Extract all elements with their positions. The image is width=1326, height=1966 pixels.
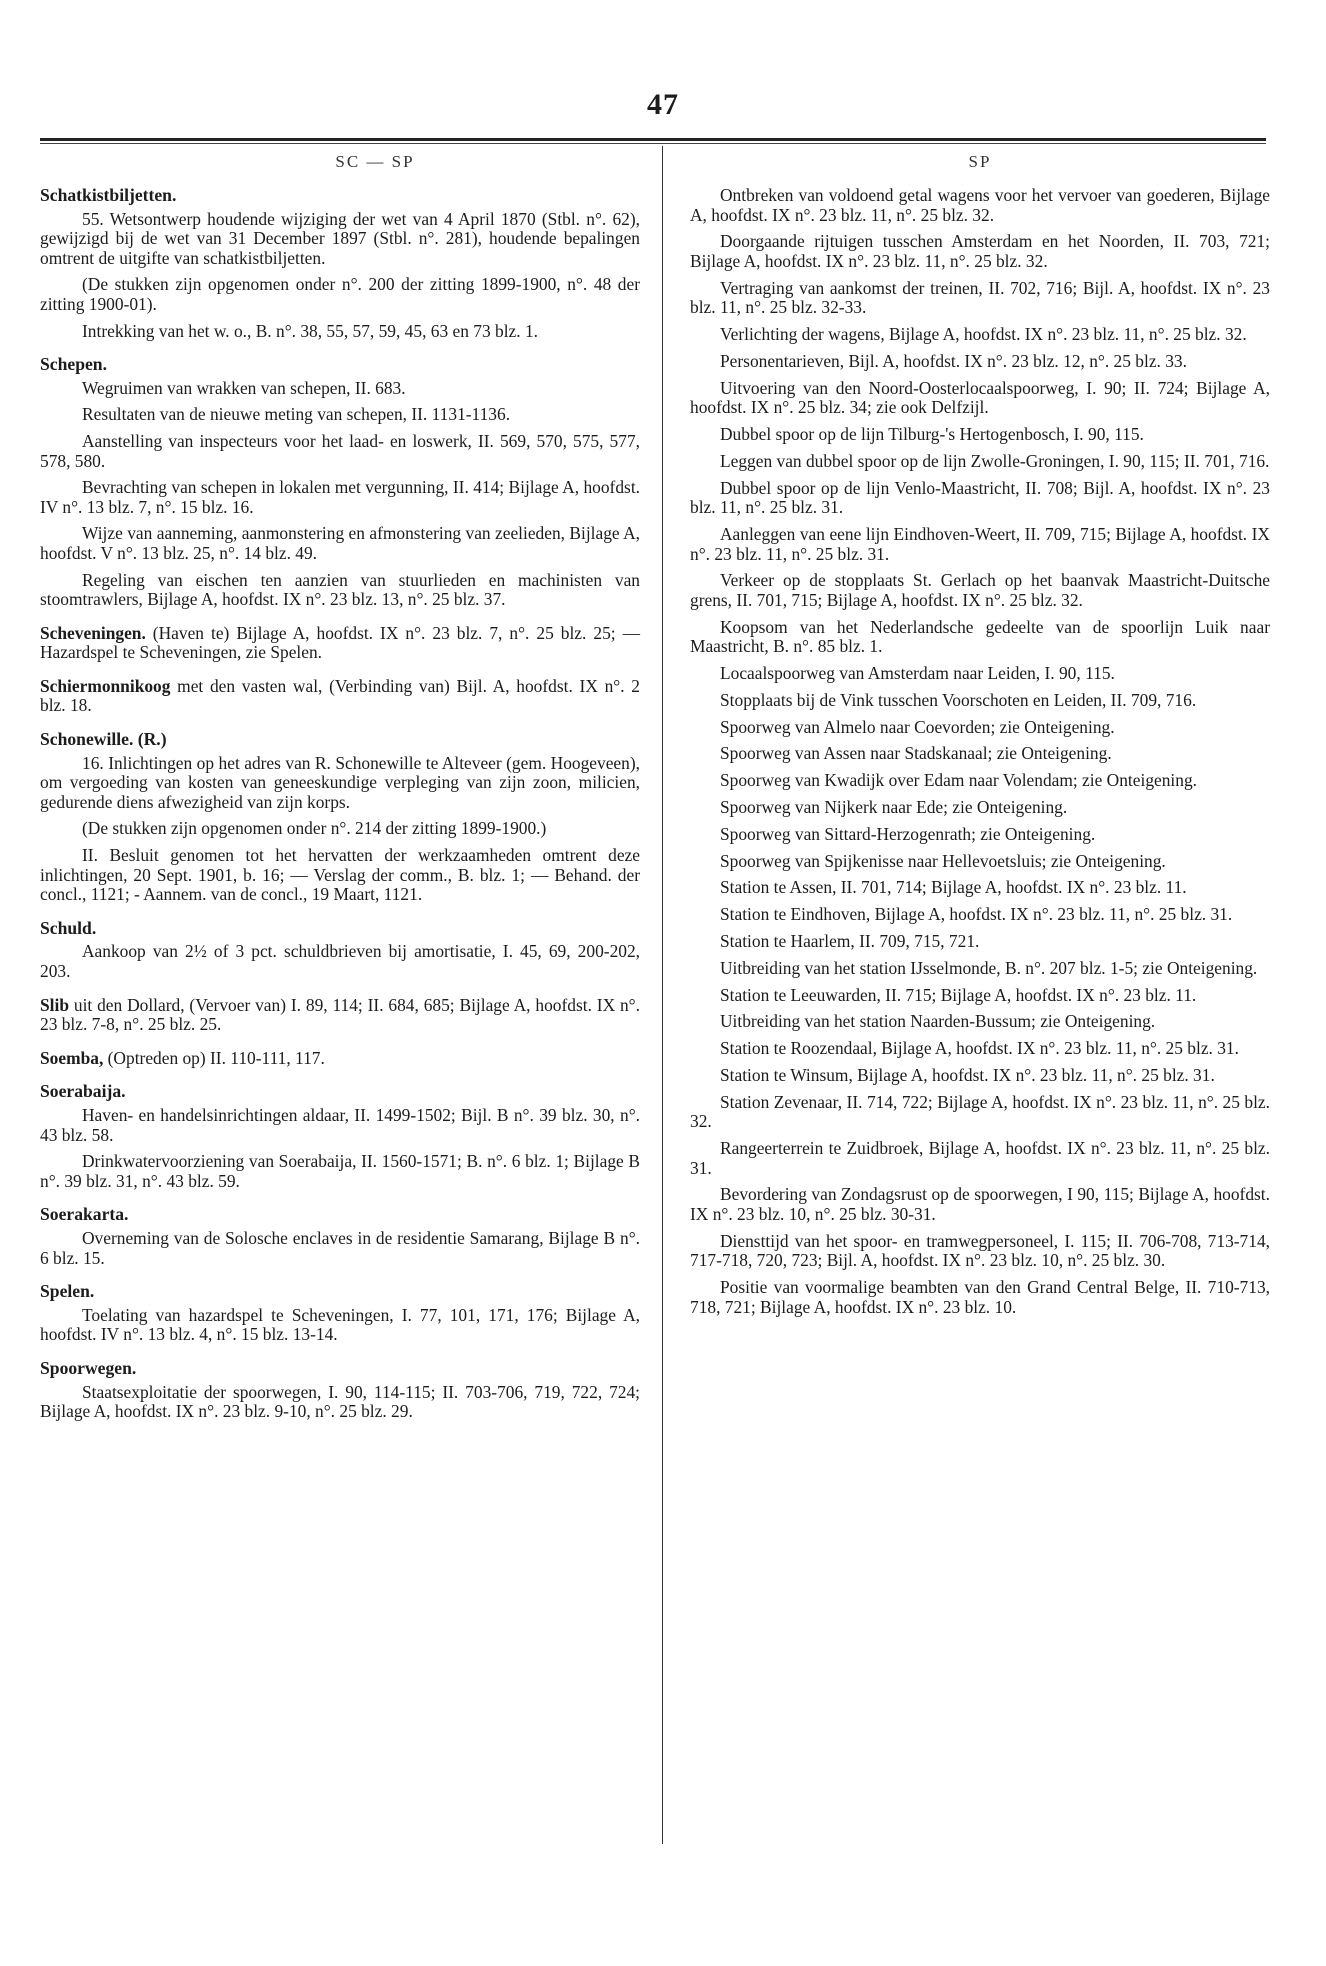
- entry-paragraph: Uitbreiding van het station Naarden-Bussum; zie Onteigening.: [720, 1011, 1156, 1032]
- inline-entry-schiermonnikoog: [40, 677, 640, 716]
- entry-paragraph: Personentarieven, Bijl. A, hoofdst. IX n°. 23 blz. 12, n°. 25 blz. 33.: [720, 350, 1187, 371]
- entry-paragraph: Spoorweg van Assen naar Stadskanaal; zie Onteigening.: [720, 743, 1112, 764]
- entry-paragraph: Bevrachting van schepen in lokalen met vergunning, II. 414; Bijlage A, hoofdst. IV n°. 13 blz. 7, n°. 15 blz. 16.: [40, 477, 640, 517]
- entry-paragraph: Station te Assen, II. 701, 714; Bijlage A, hoofdst. IX n°. 23 blz. 11.: [720, 877, 1187, 898]
- entry-paragraph: Station te Leeuwarden, II. 715; Bijlage A, hoofdst. IX n°. 23 blz. 11.: [720, 984, 1197, 1005]
- entry-paragraph: Koopsom van het Nederlandsche gedeelte van de spoorlijn Luik naar Maastricht, B. n°. 85 blz. 1.: [690, 616, 1270, 657]
- entry-paragraph: Uitbreiding van het station IJsselmonde, B. n°. 207 blz. 1-5; zie Onteigening.: [720, 957, 1258, 978]
- entry-paragraph: Uitvoering van den Noord-Oosterlocaalspoorweg, I. 90; II. 724; Bijlage A, hoofdst. IX n°. 25 blz. 34; zie ook Delfzijl.: [690, 377, 1270, 418]
- inline-entry-text: met den vasten wal, (Verbinding van) Bijl. A, hoofdst. IX n°. 2 blz. 18.: [40, 675, 640, 716]
- entry-paragraph: Drinkwatervoorziening van Soerabaija, II. 1560-1571; B. n°. 6 blz. 1; Bijlage B n°. 39 blz. 31, n°. 43 blz. 59.: [40, 1151, 640, 1191]
- entry-paragraph: Aanleggen van eene lijn Eindhoven-Weert, II. 709, 715; Bijlage A, hoofdst. IX n°. 23 blz. 11, n°. 25 blz. 31.: [690, 524, 1270, 564]
- header-rule-thin: [40, 143, 1266, 144]
- entry-paragraph: (De stukken zijn opgenomen onder n°. 214 der zitting 1899-1900.): [82, 818, 547, 839]
- inline-heading: Scheveningen.: [40, 622, 146, 643]
- section-heading: Schonewille. (R.): [40, 729, 167, 750]
- entry-paragraph: Regeling van eischen ten aanzien van stuurlieden en machinisten van stoomtrawlers, Bijlage A, hoofdst. IX n°. 23 blz. 13, n°. 25 blz. 37.: [40, 569, 640, 610]
- entry-paragraph: Station te Eindhoven, Bijlage A, hoofdst. IX n°. 23 blz. 11, n°. 25 blz. 31.: [720, 904, 1233, 925]
- entry-paragraph: II. Besluit genomen tot het hervatten der werkzaamheden omtrent deze inlichtingen, 20 Sept. 1901, b. 16; — Verslag der comm., B. blz. 1; — Behand. der concl., 1121; - Aannem. van de concl., 19 Maart, 1121.: [40, 845, 640, 905]
- entry-paragraph: Resultaten van de nieuwe meting van schepen, II. 1131-1136.: [82, 404, 511, 425]
- section-heading: Spelen.: [40, 1281, 95, 1302]
- entry-paragraph: Wegruimen van wrakken van schepen, II. 683.: [82, 377, 406, 398]
- inline-heading: Slib: [40, 994, 70, 1015]
- entry-paragraph: Station te Winsum, Bijlage A, hoofdst. IX n°. 23 blz. 11, n°. 25 blz. 31.: [720, 1064, 1215, 1085]
- entry-paragraph: Station Zevenaar, II. 714, 722; Bijlage A, hoofdst. IX n°. 23 blz. 11, n°. 25 blz. 32.: [690, 1091, 1270, 1132]
- entry-paragraph: Staatsexploitatie der spoorwegen, I. 90, 114-115; II. 703-706, 719, 722, 724; Bijlage A, hoofdst. IX n°. 23 blz. 9-10, n°. 25 blz. 29.: [40, 1381, 640, 1422]
- column-divider: [662, 146, 663, 1844]
- inline-entry-scheveningen: [40, 624, 640, 663]
- entry-paragraph: (De stukken zijn opgenomen onder n°. 200 der zitting 1899-1900, n°. 48 der zitting 1900-01).: [40, 274, 640, 314]
- entry-paragraph: Bevordering van Zondagsrust op de spoorwegen, I 90, 115; Bijlage A, hoofdst. IX n°. 23 blz. 10, n°. 25 blz. 30-31.: [690, 1184, 1270, 1224]
- page-number: 47: [647, 88, 679, 121]
- entry-paragraph: Overneming van de Solosche enclaves in de residentie Samarang, Bijlage B n°. 6 blz. 15.: [40, 1227, 640, 1268]
- entry-paragraph: Station te Roozendaal, Bijlage A, hoofdst. IX n°. 23 blz. 11, n°. 25 blz. 31.: [720, 1038, 1239, 1059]
- entry-paragraph: Positie van voormalige beambten van den Grand Central Belge, II. 710-713, 718, 721; Bijlage A, hoofdst. IX n°. 23 blz. 10.: [690, 1277, 1270, 1317]
- entry-paragraph: Locaalspoorweg van Amsterdam naar Leiden, I. 90, 115.: [720, 663, 1115, 684]
- section-heading: Schuld.: [40, 917, 97, 938]
- entry-paragraph: Spoorweg van Kwadijk over Edam naar Volendam; zie Onteigening.: [720, 770, 1197, 791]
- entry-paragraph: Haven- en handelsinrichtingen aldaar, II. 1499-1502; Bijl. B n°. 39 blz. 30, n°. 43 blz. 58.: [40, 1104, 640, 1145]
- entry-paragraph: Wijze van aanneming, aanmonstering en afmonstering van zeelieden, Bijlage A, hoofdst. V n°. 13 blz. 25, n°. 14 blz. 49.: [40, 523, 640, 563]
- header-rule: [40, 138, 1266, 141]
- entry-paragraph: Ontbreken van voldoend getal wagens voor het vervoer van goederen, Bijlage A, hoofdst. IX n°. 23 blz. 11, n°. 25 blz. 32.: [690, 185, 1270, 225]
- entry-paragraph: Station te Haarlem, II. 709, 715, 721.: [720, 930, 980, 951]
- entry-paragraph: Spoorweg van Nijkerk naar Ede; zie Onteigening.: [720, 797, 1068, 818]
- section-heading: Schepen.: [40, 354, 107, 375]
- entry-paragraph: Spoorweg van Almelo naar Coevorden; zie Onteigening.: [720, 716, 1115, 737]
- entry-paragraph: Verkeer op de stopplaats St. Gerlach op het baanvak Maastricht-Duitsche grens, II. 701, 715; Bijlage A, hoofdst. IX n°. 25 blz. 32.: [690, 570, 1270, 610]
- entry-paragraph: Leggen van dubbel spoor op de lijn Zwolle-Groningen, I. 90, 115; II. 701, 716.: [720, 450, 1270, 471]
- inline-heading: Soemba,: [40, 1047, 104, 1068]
- section-heading: Soerakarta.: [40, 1204, 129, 1225]
- entry-paragraph: Spoorweg van Sittard-Herzogenrath; zie Onteigening.: [720, 823, 1096, 844]
- entry-paragraph: Spoorweg van Spijkenisse naar Hellevoetsluis; zie Onteigening.: [720, 850, 1166, 871]
- left-column-header: SC — SP: [335, 152, 415, 171]
- entry-paragraph: Diensttijd van het spoor- en tramwegpersoneel, I. 115; II. 706-708, 713-714, 717-718, 720, 723; Bijl. A, hoofdst. IX n°. 23 blz. 10, n°. 25 blz. 30.: [690, 1230, 1270, 1271]
- entry-paragraph: Rangeerterrein te Zuidbroek, Bijlage A, hoofdst. IX n°. 23 blz. 11, n°. 25 blz. 31.: [690, 1138, 1270, 1178]
- entry-paragraph: Toelating van hazardspel te Scheveningen, I. 77, 101, 171, 176; Bijlage A, hoofdst. IV n°. 13 blz. 4, n°. 15 blz. 13-14.: [40, 1304, 640, 1345]
- section-heading: Schatkistbiljetten.: [40, 185, 177, 205]
- entry-paragraph: Intrekking van het w. o., B. n°. 38, 55, 57, 59, 45, 63 en 73 blz. 1.: [82, 320, 538, 341]
- inline-entry-text: uit den Dollard, (Vervoer van) I. 89, 114; II. 684, 685; Bijlage A, hoofdst. IX n°. 23 blz. 7-8, n°. 25 blz. 25.: [40, 994, 640, 1035]
- entry-paragraph: Dubbel spoor op de lijn Tilburg-'s Hertogenbosch, I. 90, 115.: [720, 424, 1144, 445]
- right-column-header: SP: [968, 152, 992, 171]
- entry-paragraph: Dubbel spoor op de lijn Venlo-Maastricht, II. 708; Bijl. A, hoofdst. IX n°. 23 blz. 11, n°. 25 blz. 31.: [690, 477, 1270, 518]
- inline-entry-slib: [40, 996, 640, 1035]
- inline-heading: Schiermonnikoog: [40, 675, 171, 696]
- section-heading: Soerabaija.: [40, 1081, 126, 1102]
- entry-paragraph: Stopplaats bij de Vink tusschen Voorschoten en Leiden, II. 709, 716.: [720, 689, 1197, 710]
- entry-paragraph: 55. Wetsontwerp houdende wijziging der wet van 4 April 1870 (Stbl. n°. 62), gewijzigd bij de wet van 31 December 1897 (Stbl. n°. 281), houdende bepalingen omtrent de uitgifte van schatkistbiljetten.: [40, 208, 640, 268]
- entry-paragraph: Doorgaande rijtuigen tusschen Amsterdam en het Noorden, II. 703, 721; Bijlage A, hoofdst. IX n°. 23 blz. 11, n°. 25 blz. 32.: [690, 231, 1270, 271]
- inline-entry-soemba: [40, 1049, 640, 1069]
- entry-paragraph: Aanstelling van inspecteurs voor het laad- en loswerk, II. 569, 570, 575, 577, 578, 580.: [40, 430, 640, 471]
- entry-paragraph: 16. Inlichtingen op het adres van R. Schonewille te Alteveer (gem. Hoogeveen), om vergoeding van kosten van geneeskundige verpleging van zijn zoon, milicien, gedurende diens afwezigheid van zijn korps.: [40, 752, 640, 812]
- inline-entry-text: (Optreden op) II. 110-111, 117.: [103, 1047, 325, 1068]
- inline-entry-text: (Haven te) Bijlage A, hoofdst. IX n°. 23 blz. 7, n°. 25 blz. 25; — Hazardspel te Scheveningen, zie Spelen.: [40, 622, 640, 663]
- left-column: [40, 152, 640, 1429]
- entry-paragraph: Vertraging van aankomst der treinen, II. 702, 716; Bijl. A, hoofdst. IX n°. 23 blz. 11, n°. 25 blz. 32-33.: [690, 277, 1270, 318]
- entry-paragraph: Aankoop van 2½ of 3 pct. schuldbrieven bij amortisatie, I. 45, 69, 200-202, 203.: [40, 941, 640, 981]
- right-column: [690, 152, 1270, 1325]
- section-heading: Spoorwegen.: [40, 1357, 137, 1378]
- entry-paragraph: Verlichting der wagens, Bijlage A, hoofdst. IX n°. 23 blz. 11, n°. 25 blz. 32.: [720, 324, 1247, 345]
